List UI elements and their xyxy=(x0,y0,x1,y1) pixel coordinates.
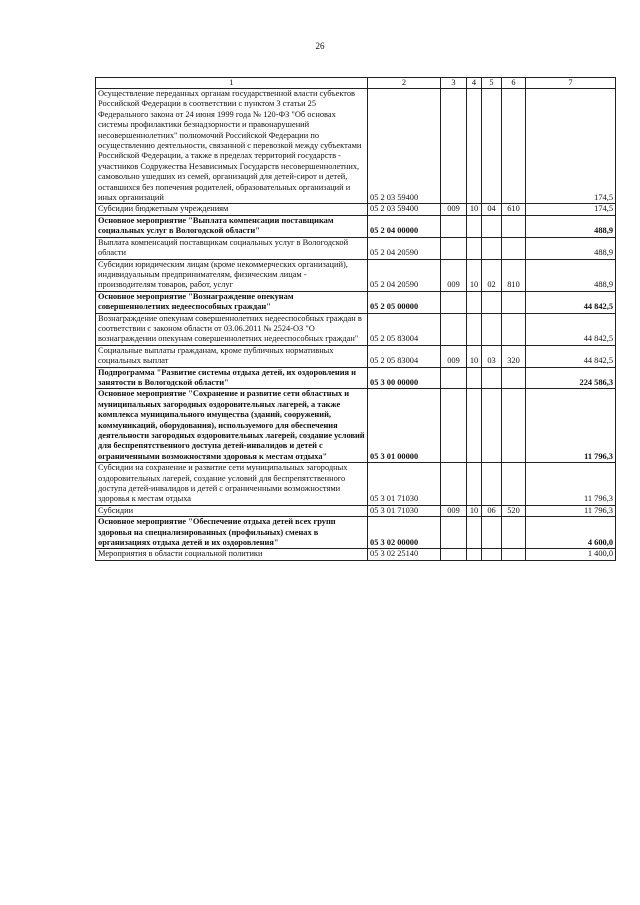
row-col5 xyxy=(482,313,502,345)
column-header: 7 xyxy=(526,78,616,89)
column-header: 6 xyxy=(502,78,526,89)
row-col5 xyxy=(482,89,502,204)
row-amount: 44 842,5 xyxy=(526,291,616,313)
row-code: 05 3 02 00000 xyxy=(368,517,441,549)
row-col5 xyxy=(482,367,502,389)
column-header: 3 xyxy=(441,78,467,89)
row-col4: 10 xyxy=(467,259,482,291)
row-col6: 320 xyxy=(502,345,526,367)
row-col3 xyxy=(441,389,467,463)
row-name: Вознаграждение опекунам совершеннолетних недееспособных граждан в соответствии с законом области от 03.06.2011 № 2524-ОЗ "О вознаграждении опекунам совершеннолетних недееспособных граждан" xyxy=(96,313,368,345)
table-row xyxy=(96,345,616,367)
row-col5 xyxy=(482,517,502,549)
row-name: Основное мероприятие "Сохранение и развитие сети областных и муниципальных загородных оздоровительных лагерей, а также комплекса муниципального имущества (зданий, сооружений, коммуникаций, оборудования), используемого для обеспечения деятельности загородных оздоровительных лагерей, создание условий для беспрепятственного доступа детей-инвалидов и детей с ограниченными возможностями здоровья к местам отдыха" xyxy=(96,389,368,463)
row-col3 xyxy=(441,291,467,313)
row-col6 xyxy=(502,517,526,549)
row-amount: 4 600,0 xyxy=(526,517,616,549)
row-code: 05 2 03 59400 xyxy=(368,204,441,215)
row-col6 xyxy=(502,549,526,560)
table-row xyxy=(96,291,616,313)
table-row xyxy=(96,215,616,237)
row-col6 xyxy=(502,237,526,259)
row-col5: 02 xyxy=(482,259,502,291)
row-name: Основное мероприятие "Вознаграждение опекунам совершеннолетних недееспособных граждан" xyxy=(96,291,368,313)
row-name: Выплата компенсаций поставщикам социальных услуг в Вологодской области xyxy=(96,237,368,259)
row-code: 05 3 01 71030 xyxy=(368,463,441,506)
row-col5 xyxy=(482,463,502,506)
row-col4 xyxy=(467,549,482,560)
row-name: Социальные выплаты гражданам, кроме публичных нормативных социальных выплат xyxy=(96,345,368,367)
row-code: 05 2 03 59400 xyxy=(368,89,441,204)
table-row xyxy=(96,204,616,215)
row-col4 xyxy=(467,89,482,204)
row-col4: 10 xyxy=(467,345,482,367)
row-amount: 11 796,3 xyxy=(526,389,616,463)
row-col3: 009 xyxy=(441,345,467,367)
row-code: 05 2 04 20590 xyxy=(368,237,441,259)
row-name: Основное мероприятие "Выплата компенсации поставщикам социальных услуг в Вологодской области" xyxy=(96,215,368,237)
row-col6 xyxy=(502,389,526,463)
row-name: Осуществление переданных органам государственной власти субъектов Российской Федерации в соответствии с пунктом 3 статьи 25 Федерального закона от 24 июня 1999 года № 120-ФЗ "Об основах системы профилактики безнадзорности и правонарушений несовершеннолетних" полномочий Российской Федерации по осуществлению деятельности, связанной с перевозкой между субъектами Российской Федерации, а также в пределах территорий государств - участников Содружества Независимых Государств несовершеннолетних, самовольно ушедших из семей, организаций для детей-сирот и детей, оставшихся без попечения родителей, образовательных организаций и иных организаций xyxy=(96,89,368,204)
column-header: 2 xyxy=(368,78,441,89)
row-col5 xyxy=(482,549,502,560)
row-col5: 04 xyxy=(482,204,502,215)
table-row xyxy=(96,367,616,389)
row-col4 xyxy=(467,237,482,259)
row-code: 05 3 00 00000 xyxy=(368,367,441,389)
column-header: 5 xyxy=(482,78,502,89)
row-name: Основное мероприятие "Обеспечение отдыха детей всех групп здоровья на специализированных (профильных) сменах в организациях отдыха детей и их оздоровления" xyxy=(96,517,368,549)
row-col5 xyxy=(482,291,502,313)
row-col6 xyxy=(502,291,526,313)
row-col5 xyxy=(482,237,502,259)
row-code: 05 3 01 71030 xyxy=(368,505,441,516)
column-header: 4 xyxy=(467,78,482,89)
row-col3 xyxy=(441,517,467,549)
row-col3 xyxy=(441,549,467,560)
row-amount: 11 796,3 xyxy=(526,463,616,506)
table-row xyxy=(96,313,616,345)
page-number: 26 xyxy=(315,41,325,51)
row-amount: 174,5 xyxy=(526,89,616,204)
row-col6: 810 xyxy=(502,259,526,291)
row-code: 05 3 02 25140 xyxy=(368,549,441,560)
row-col3 xyxy=(441,367,467,389)
row-col4: 10 xyxy=(467,505,482,516)
table-row xyxy=(96,505,616,516)
row-code: 05 2 04 00000 xyxy=(368,215,441,237)
header-row xyxy=(96,78,616,89)
row-col5: 03 xyxy=(482,345,502,367)
row-col5 xyxy=(482,215,502,237)
row-amount: 224 586,3 xyxy=(526,367,616,389)
row-col4 xyxy=(467,291,482,313)
row-code: 05 2 05 00000 xyxy=(368,291,441,313)
row-col6: 610 xyxy=(502,204,526,215)
table-row xyxy=(96,463,616,506)
budget-table xyxy=(95,77,616,561)
row-col3 xyxy=(441,237,467,259)
row-col5: 06 xyxy=(482,505,502,516)
row-amount: 488,9 xyxy=(526,259,616,291)
row-amount: 488,9 xyxy=(526,215,616,237)
row-code: 05 2 05 83004 xyxy=(368,345,441,367)
table-row xyxy=(96,89,616,204)
row-amount: 11 796,3 xyxy=(526,505,616,516)
row-col4 xyxy=(467,313,482,345)
row-col4 xyxy=(467,463,482,506)
row-col4 xyxy=(467,389,482,463)
row-code: 05 2 05 83004 xyxy=(368,313,441,345)
row-amount: 1 400,0 xyxy=(526,549,616,560)
row-amount: 44 842,5 xyxy=(526,313,616,345)
row-amount: 174,5 xyxy=(526,204,616,215)
row-code: 05 2 04 20590 xyxy=(368,259,441,291)
row-col6 xyxy=(502,367,526,389)
row-code: 05 3 01 00000 xyxy=(368,389,441,463)
row-col4: 10 xyxy=(467,204,482,215)
row-col4 xyxy=(467,517,482,549)
row-name: Субсидии юридическим лицам (кроме некоммерческих организаций), индивидуальным предпринимателям, физическим лицам - производителям товаров, работ, услуг xyxy=(96,259,368,291)
row-name: Субсидии на сохранение и развитие сети муниципальных загородных оздоровительных лагерей, создание условий для беспрепятственного доступа детей-инвалидов и детей с ограниченными возможностями здоровья к местам отдыха xyxy=(96,463,368,506)
row-col3 xyxy=(441,313,467,345)
row-col3: 009 xyxy=(441,259,467,291)
row-col6 xyxy=(502,463,526,506)
row-col3 xyxy=(441,89,467,204)
row-col6 xyxy=(502,89,526,204)
row-col6 xyxy=(502,313,526,345)
table-row xyxy=(96,389,616,463)
row-col3 xyxy=(441,463,467,506)
row-name: Подпрограмма "Развитие системы отдыха детей, их оздоровления и занятости в Вологодской области" xyxy=(96,367,368,389)
row-col4 xyxy=(467,215,482,237)
row-name: Мероприятия в области социальной политики xyxy=(96,549,368,560)
row-amount: 44 842,5 xyxy=(526,345,616,367)
row-col3: 009 xyxy=(441,505,467,516)
row-col6: 520 xyxy=(502,505,526,516)
table-row xyxy=(96,549,616,560)
row-amount: 488,9 xyxy=(526,237,616,259)
column-header: 1 xyxy=(96,78,368,89)
row-col5 xyxy=(482,389,502,463)
table-row xyxy=(96,259,616,291)
row-col4 xyxy=(467,367,482,389)
row-col3: 009 xyxy=(441,204,467,215)
table-row xyxy=(96,517,616,549)
row-col3 xyxy=(441,215,467,237)
row-col6 xyxy=(502,215,526,237)
row-name: Субсидии xyxy=(96,505,368,516)
row-name: Субсидии бюджетным учреждениям xyxy=(96,204,368,215)
table-row xyxy=(96,237,616,259)
